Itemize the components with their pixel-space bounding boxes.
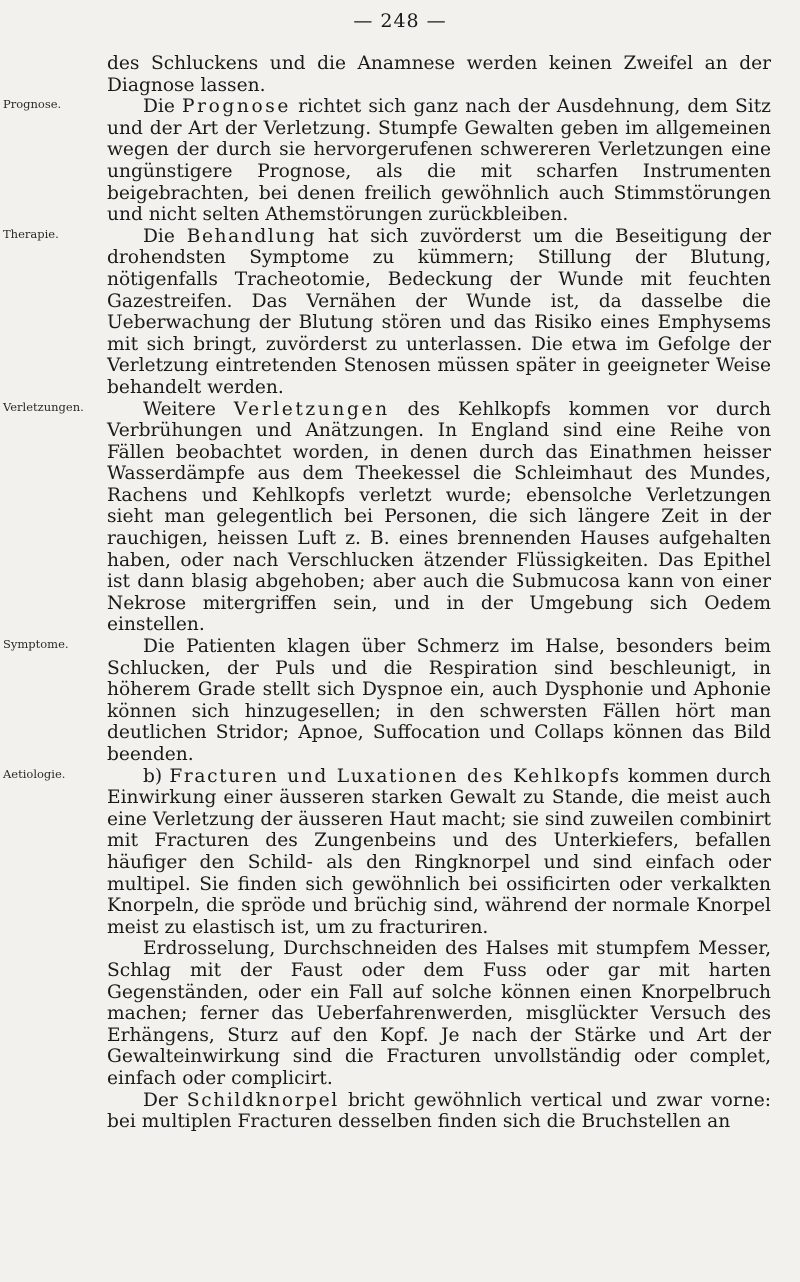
paragraph-text: des Kehlkopfs kommen vor durch Verbrühungen und Anätzungen. In England sind eine Reihe von Fällen beobachtet worden, in denen durch das Einathmen heisser Wasserdämpfe aus dem Theekessel die Schleimhaut des Mundes, Rachens und Kehlkopfs verletzt wurde; ebensolche Verletzungen sieht man gelegentlich bei Personen, die sich längere Zeit in der rauchigen, heissen Luft z. B. eines brennenden Hauses aufgehalten haben, oder nach Verschlucken ätzender Flüssigkeiten. Das Epithel ist dann blasig abgehoben; aber auch die Submucosa kann von einer Nekrose mitergriffen sein, und in der Umgebung sich Oedem einstellen. (107, 398, 771, 636)
margin-note-therapie: Therapie. (3, 226, 59, 241)
paragraph-text: kommen durch Einwirkung einer äusseren starken Gewalt zu Stande, die meist auch eine Verletzung der äusseren Haut macht; sie sind zuweilen combinirt mit Fracturen des Zungenbeins und des Unterkiefers, befallen häufiger den Schild- als den Ringknorpel und sind einfach oder multipel. Sie finden sich gewöhnlich bei ossificirten oder verkalkten Knorpeln, die spröde und brüchig sind, während der normale Knorpel meist zu elastisch ist, um zu fracturiren. (107, 765, 771, 938)
paragraph-text: Die Patienten klagen über Schmerz im Halse, besonders beim Schlucken, der Puls und die Respiration sind beschleunigt, in höherem Grade stellt sich Dyspnoe ein, auch Dysphonie und Aphonie können sich hinzugesellen; in den schwersten Fällen hört man deutlichen Stridor; Apnoe, Suffocation und Collaps können das Bild beenden. (107, 636, 771, 765)
paragraph-prognose: Prognose. Die Prognose richtet sich ganz nach der Ausdehnung, dem Sitz und der Art der Verletzung. Stumpfe Gewalten geben im allgemeinen wegen der durch sie hervorgerufenen schwereren Verletzungen eine ungünstigere Prognose, als die mit scharfen Instrumenten beigebrachten, bei denen freilich gewöhnlich auch Stimmstörungen und nicht selten Athemstörungen zurückbleiben. (3, 96, 771, 226)
margin-note-prognose: Prognose. (3, 97, 62, 112)
paragraph-ursachen (107, 938, 771, 1089)
paragraph-text: bricht gewöhnlich vertical und zwar vorne: bei multiplen Fracturen desselben finden sich die Bruchstellen an (107, 1089, 771, 1133)
margin-note-verletzungen: Verletzungen. (3, 399, 84, 414)
term-schildknorpel: Schildknorpel (186, 1089, 339, 1111)
paragraph-symptome (3, 636, 771, 766)
text-column (3, 53, 771, 1133)
paragraph-text: des Schluckens und die Anamnese werden keinen Zweifel an der Diagnose lassen. (107, 53, 771, 96)
paragraph-aetiologie: Aetiologie. b) Fracturen und Luxationen des Kehlkopfs kommen durch Einwirkung einer äusseren starken Gewalt zu Stande, die meist auch eine Verletzung der äusseren Haut macht; sie sind zuweilen combinirt mit Fracturen des Zungenbeins und des Unterkiefers, befallen häufiger den Schild- als den Ringknorpel und sind einfach oder multipel. Sie finden sich gewöhnlich bei ossificirten oder verkalkten Knorpeln, die spröde und brüchig sind, während der normale Knorpel meist zu elastisch ist, um zu fracturiren. (3, 765, 771, 938)
paragraph-therapie: Therapie. Die Behandlung hat sich zuvörderst um die Beseitigung der drohendsten Symptome zu kümmern; Stillung der Blutung, nötigenfalls Tracheotomie, Bedeckung der Wunde mit feuchten Gazestreifen. Das Vernähen der Wunde ist, da dasselbe die Ueberwachung der Blutung stören und das Risiko eines Emphysems mit sich bringt, zuvörderst zu unterlassen. Die etwa im Gefolge der Verletzung eintretenden Stenosen müssen später in geeigneter Weise behandelt werden. (3, 225, 771, 398)
term-behandlung: Behandlung (186, 225, 317, 247)
paragraph-text: Erdrosselung, Durchschneiden des Halses mit stumpfem Messer, Schlag mit der Faust oder dem Fuss oder gar mit harten Gegenständen, oder ein Fall auf solche können einen Knorpelbruch machen; ferner das Ueberfahrenwerden, misglückter Versuch des Erhängens, Sturz auf den Kopf. Je nach der Stärke und Art der Gewalteinwirkung sind die Fracturen unvollständig oder complet, einfach oder complicirt. (107, 938, 771, 1089)
page-number: — 248 — (353, 10, 447, 32)
paragraph-diagnosis-end (107, 53, 771, 96)
margin-note-symptome: Symptome. (3, 637, 69, 652)
paragraph-schildknorpel: Der Schildknorpel bricht gewöhnlich vertical und zwar vorne: bei multiplen Fracturen desselben finden sich die Bruchstellen an (107, 1089, 771, 1133)
term-fracturen: Fracturen und Luxationen des Kehlkopfs (169, 765, 621, 787)
term-prognose: Prognose (181, 96, 291, 118)
term-verletzungen: Verletzungen (233, 398, 390, 420)
paragraph-text: richtet sich ganz nach der Ausdehnung, dem Sitz und der Art der Verletzung. Stumpfe Gewalten geben im allgemeinen wegen der durch sie hervorgerufenen schwereren Verletzungen eine ungünstigere Prognose, als die mit scharfen Instrumenten beigebrachten, bei denen freilich gewöhnlich auch Stimmstörungen und nicht selten Athemstörungen zurückbleiben. (107, 96, 771, 226)
margin-note-aetiologie: Aetiologie. (3, 766, 66, 781)
paragraph-text: hat sich zuvörderst um die Beseitigung der drohendsten Symptome zu kümmern; Stillung der Blutung, nötigenfalls Tracheotomie, Bedeckung der Wunde mit feuchten Gazestreifen. Das Vernähen der Wunde ist, da dasselbe die Ueberwachung der Blutung stören und das Risiko eines Emphysems mit sich bringt, zuvörderst zu unterlassen. Die etwa im Gefolge der Verletzung eintretenden Stenosen müssen später in geeigneter Weise behandelt werden. (107, 225, 771, 398)
paragraph-verletzungen: Verletzungen. Weitere Verletzungen des Kehlkopfs kommen vor durch Verbrühungen und Anätzungen. In England sind eine Reihe von Fällen beobachtet worden, in denen durch das Einathmen heisser Wasserdämpfe aus dem Theekessel die Schleimhaut des Mundes, Rachens und Kehlkopfs verletzt wurde; ebensolche Verletzungen sieht man gelegentlich bei Personen, die sich längere Zeit in der rauchigen, heissen Luft z. B. eines brennenden Hauses aufgehalten haben, oder nach Verschlucken ätzender Flüssigkeiten. Das Epithel ist dann blasig abgehoben; aber auch die Submucosa kann von einer Nekrose mitergriffen sein, und in der Umgebung sich Oedem einstellen. (3, 398, 771, 636)
